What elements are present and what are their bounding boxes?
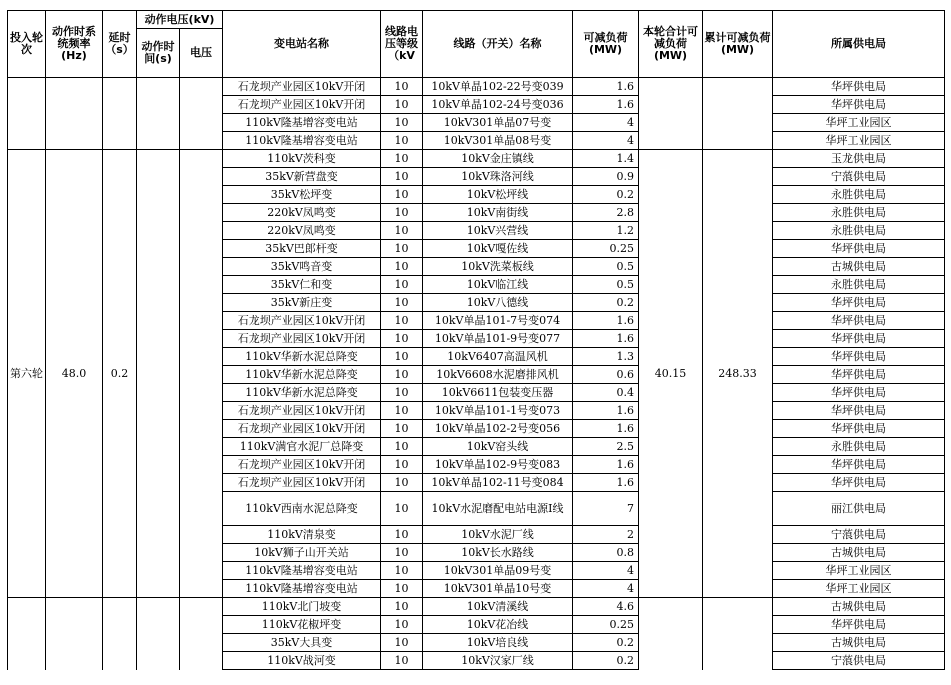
substation-cell: 110kV满官水泥厂总降变 bbox=[223, 438, 381, 456]
round-total-cell bbox=[639, 78, 703, 150]
reducible-load-cell: 0.2 bbox=[573, 652, 639, 670]
substation-cell: 110kV隆基增容变电站 bbox=[223, 562, 381, 580]
reducible-load-cell: 0.8 bbox=[573, 544, 639, 562]
reducible-load-cell: 4 bbox=[573, 562, 639, 580]
action-time-cell bbox=[137, 150, 180, 598]
substation-cell: 石龙坝产业园区10kV开闭 bbox=[223, 474, 381, 492]
bureau-cell: 古城供电局 bbox=[773, 634, 945, 652]
line-voltage-cell: 10 bbox=[381, 258, 423, 276]
line-voltage-cell: 10 bbox=[381, 402, 423, 420]
reducible-load-cell: 4 bbox=[573, 580, 639, 598]
line-name-cell: 10kV培良线 bbox=[423, 634, 573, 652]
bureau-cell: 古城供电局 bbox=[773, 544, 945, 562]
line-voltage-cell: 10 bbox=[381, 276, 423, 294]
frequency-cell bbox=[46, 598, 103, 670]
line-name-cell: 10kV金庄镇线 bbox=[423, 150, 573, 168]
reducible-load-cell: 1.6 bbox=[573, 312, 639, 330]
line-name-cell: 10kV单晶101-9号变077 bbox=[423, 330, 573, 348]
reducible-load-cell: 0.5 bbox=[573, 258, 639, 276]
line-voltage-cell: 10 bbox=[381, 474, 423, 492]
header-line-voltage: 线路电压等级（kV bbox=[381, 11, 423, 78]
bureau-cell: 华坪工业园区 bbox=[773, 132, 945, 150]
voltage-cell bbox=[180, 150, 223, 598]
round-cell: 第六轮 bbox=[8, 150, 46, 598]
substation-cell: 220kV凤鸣变 bbox=[223, 222, 381, 240]
reducible-load-cell: 1.3 bbox=[573, 348, 639, 366]
line-name-cell: 10kV6407高温风机 bbox=[423, 348, 573, 366]
line-voltage-cell: 10 bbox=[381, 616, 423, 634]
header-round: 投入轮次 bbox=[8, 11, 46, 78]
header-cumulative: 累计可减负荷(MW) bbox=[703, 11, 773, 78]
reducible-load-cell: 0.4 bbox=[573, 384, 639, 402]
line-name-cell: 10kV301单晶09号变 bbox=[423, 562, 573, 580]
line-name-cell: 10kV水泥厂线 bbox=[423, 526, 573, 544]
header-reducible-load: 可减负荷(MW) bbox=[573, 11, 639, 78]
bureau-cell: 华坪供电局 bbox=[773, 294, 945, 312]
bureau-cell: 华坪供电局 bbox=[773, 240, 945, 258]
line-name-cell: 10kV兴营线 bbox=[423, 222, 573, 240]
bureau-cell: 宁蒗供电局 bbox=[773, 168, 945, 186]
line-voltage-cell: 10 bbox=[381, 348, 423, 366]
bureau-cell: 华坪供电局 bbox=[773, 474, 945, 492]
substation-cell: 110kV清泉变 bbox=[223, 526, 381, 544]
header-action-time: 动作时间(s) bbox=[137, 29, 180, 78]
bureau-cell: 永胜供电局 bbox=[773, 222, 945, 240]
round-cell bbox=[8, 78, 46, 150]
substation-cell: 35kV大具变 bbox=[223, 634, 381, 652]
line-name-cell: 10kV洗菜板线 bbox=[423, 258, 573, 276]
substation-cell: 石龙坝产业园区10kV开闭 bbox=[223, 78, 381, 96]
line-voltage-cell: 10 bbox=[381, 150, 423, 168]
bureau-cell: 永胜供电局 bbox=[773, 276, 945, 294]
line-voltage-cell: 10 bbox=[381, 580, 423, 598]
substation-cell: 35kV仁和变 bbox=[223, 276, 381, 294]
reducible-load-cell: 1.6 bbox=[573, 402, 639, 420]
reducible-load-cell: 0.25 bbox=[573, 240, 639, 258]
line-voltage-cell: 10 bbox=[381, 294, 423, 312]
line-name-cell: 10kV6608水泥磨排风机 bbox=[423, 366, 573, 384]
line-voltage-cell: 10 bbox=[381, 598, 423, 616]
load-shedding-table bbox=[7, 10, 945, 670]
header-delay: 延时（s） bbox=[103, 11, 137, 78]
line-voltage-cell: 10 bbox=[381, 222, 423, 240]
bureau-cell: 华坪供电局 bbox=[773, 456, 945, 474]
cumulative-cell bbox=[703, 598, 773, 670]
group-next-round bbox=[8, 598, 945, 670]
substation-cell: 35kV新庄变 bbox=[223, 294, 381, 312]
line-name-cell: 10kV珠洛河线 bbox=[423, 168, 573, 186]
line-voltage-cell: 10 bbox=[381, 384, 423, 402]
bureau-cell: 古城供电局 bbox=[773, 258, 945, 276]
delay-cell bbox=[103, 598, 137, 670]
bureau-cell: 华坪供电局 bbox=[773, 312, 945, 330]
reducible-load-cell: 2 bbox=[573, 526, 639, 544]
bureau-cell: 华坪工业园区 bbox=[773, 580, 945, 598]
bureau-cell: 华坪供电局 bbox=[773, 366, 945, 384]
bureau-cell: 永胜供电局 bbox=[773, 186, 945, 204]
line-name-cell: 10kV单晶102-22号变039 bbox=[423, 78, 573, 96]
line-name-cell: 10kV花冶线 bbox=[423, 616, 573, 634]
line-voltage-cell: 10 bbox=[381, 634, 423, 652]
line-voltage-cell: 10 bbox=[381, 240, 423, 258]
table-row bbox=[8, 78, 945, 96]
substation-cell: 35kV新营盘变 bbox=[223, 168, 381, 186]
substation-cell: 石龙坝产业园区10kV开闭 bbox=[223, 420, 381, 438]
line-name-cell: 10kV长水路线 bbox=[423, 544, 573, 562]
substation-cell: 35kV巴郎杆变 bbox=[223, 240, 381, 258]
line-name-cell: 10kV301单晶08号变 bbox=[423, 132, 573, 150]
substation-cell: 110kV隆基增容变电站 bbox=[223, 114, 381, 132]
line-voltage-cell: 10 bbox=[381, 168, 423, 186]
line-name-cell: 10kV嘎佐线 bbox=[423, 240, 573, 258]
substation-cell: 110kV华新水泥总降变 bbox=[223, 366, 381, 384]
substation-cell: 110kV华新水泥总降变 bbox=[223, 348, 381, 366]
group-round-six bbox=[8, 150, 945, 598]
bureau-cell: 华坪供电局 bbox=[773, 384, 945, 402]
round-cell bbox=[8, 598, 46, 670]
line-name-cell: 10kV301单晶10号变 bbox=[423, 580, 573, 598]
line-voltage-cell: 10 bbox=[381, 456, 423, 474]
bureau-cell: 华坪工业园区 bbox=[773, 562, 945, 580]
bureau-cell: 宁蒗供电局 bbox=[773, 526, 945, 544]
voltage-cell bbox=[180, 78, 223, 150]
line-voltage-cell: 10 bbox=[381, 438, 423, 456]
line-name-cell: 10kV单晶102-9号变083 bbox=[423, 456, 573, 474]
line-name-cell: 10kV单晶102-24号变036 bbox=[423, 96, 573, 114]
action-time-cell bbox=[137, 78, 180, 150]
bureau-cell: 玉龙供电局 bbox=[773, 150, 945, 168]
header-bureau: 所属供电局 bbox=[773, 11, 945, 78]
reducible-load-cell: 0.25 bbox=[573, 616, 639, 634]
group-previous-round bbox=[8, 78, 945, 150]
reducible-load-cell: 1.2 bbox=[573, 222, 639, 240]
round-total-cell: 40.15 bbox=[639, 150, 703, 598]
substation-cell: 110kV北门坡变 bbox=[223, 598, 381, 616]
line-name-cell: 10kV八德线 bbox=[423, 294, 573, 312]
bureau-cell: 华坪供电局 bbox=[773, 330, 945, 348]
line-name-cell: 10kV清溪线 bbox=[423, 598, 573, 616]
line-voltage-cell: 10 bbox=[381, 492, 423, 526]
line-name-cell: 10kV临江线 bbox=[423, 276, 573, 294]
line-name-cell: 10kV单晶101-1号变073 bbox=[423, 402, 573, 420]
bureau-cell: 永胜供电局 bbox=[773, 204, 945, 222]
line-voltage-cell: 10 bbox=[381, 96, 423, 114]
load-shedding-sheet bbox=[7, 10, 944, 670]
cumulative-cell bbox=[703, 78, 773, 150]
bureau-cell: 华坪供电局 bbox=[773, 348, 945, 366]
voltage-cell bbox=[180, 598, 223, 670]
header-action-voltage: 动作电压(kV) bbox=[137, 11, 223, 29]
cumulative-cell: 248.33 bbox=[703, 150, 773, 598]
substation-cell: 110kV战河变 bbox=[223, 652, 381, 670]
reducible-load-cell: 2.5 bbox=[573, 438, 639, 456]
substation-cell: 110kV西南水泥总降变 bbox=[223, 492, 381, 526]
bureau-cell: 华坪供电局 bbox=[773, 78, 945, 96]
line-name-cell: 10kV单晶102-2号变056 bbox=[423, 420, 573, 438]
substation-cell: 35kV鸣音变 bbox=[223, 258, 381, 276]
reducible-load-cell: 0.2 bbox=[573, 634, 639, 652]
reducible-load-cell: 2.8 bbox=[573, 204, 639, 222]
reducible-load-cell: 1.6 bbox=[573, 330, 639, 348]
reducible-load-cell: 1.6 bbox=[573, 420, 639, 438]
header-voltage: 电压 bbox=[180, 29, 223, 78]
substation-cell: 110kV隆基增容变电站 bbox=[223, 580, 381, 598]
table-row bbox=[8, 150, 945, 168]
frequency-cell bbox=[46, 78, 103, 150]
reducible-load-cell: 1.4 bbox=[573, 150, 639, 168]
substation-cell: 110kV隆基增容变电站 bbox=[223, 132, 381, 150]
line-voltage-cell: 10 bbox=[381, 330, 423, 348]
bureau-cell: 永胜供电局 bbox=[773, 438, 945, 456]
reducible-load-cell: 0.5 bbox=[573, 276, 639, 294]
reducible-load-cell: 4.6 bbox=[573, 598, 639, 616]
reducible-load-cell: 1.6 bbox=[573, 78, 639, 96]
line-name-cell: 10kV南街线 bbox=[423, 204, 573, 222]
reducible-load-cell: 4 bbox=[573, 114, 639, 132]
substation-cell: 石龙坝产业园区10kV开闭 bbox=[223, 456, 381, 474]
bureau-cell: 华坪工业园区 bbox=[773, 114, 945, 132]
line-name-cell: 10kV6611包装变压器 bbox=[423, 384, 573, 402]
bureau-cell: 华坪供电局 bbox=[773, 96, 945, 114]
reducible-load-cell: 1.6 bbox=[573, 96, 639, 114]
line-voltage-cell: 10 bbox=[381, 420, 423, 438]
line-voltage-cell: 10 bbox=[381, 132, 423, 150]
header-substation: 变电站名称 bbox=[223, 11, 381, 78]
frequency-cell: 48.0 bbox=[46, 150, 103, 598]
reducible-load-cell: 7 bbox=[573, 492, 639, 526]
line-voltage-cell: 10 bbox=[381, 312, 423, 330]
bureau-cell: 华坪供电局 bbox=[773, 402, 945, 420]
line-name-cell: 10kV窑头线 bbox=[423, 438, 573, 456]
substation-cell: 石龙坝产业园区10kV开闭 bbox=[223, 402, 381, 420]
line-name-cell: 10kV汉家厂线 bbox=[423, 652, 573, 670]
line-name-cell: 10kV水泥磨配电站电源Ⅰ线 bbox=[423, 492, 573, 526]
line-voltage-cell: 10 bbox=[381, 562, 423, 580]
bureau-cell: 宁蒗供电局 bbox=[773, 652, 945, 670]
reducible-load-cell: 0.2 bbox=[573, 186, 639, 204]
line-name-cell: 10kV松坪线 bbox=[423, 186, 573, 204]
reducible-load-cell: 1.6 bbox=[573, 456, 639, 474]
header-frequency: 动作时系统频率(Hz) bbox=[46, 11, 103, 78]
bureau-cell: 古城供电局 bbox=[773, 598, 945, 616]
substation-cell: 220kV凤鸣变 bbox=[223, 204, 381, 222]
substation-cell: 石龙坝产业园区10kV开闭 bbox=[223, 312, 381, 330]
line-voltage-cell: 10 bbox=[381, 186, 423, 204]
action-time-cell bbox=[137, 598, 180, 670]
line-voltage-cell: 10 bbox=[381, 544, 423, 562]
line-voltage-cell: 10 bbox=[381, 114, 423, 132]
line-voltage-cell: 10 bbox=[381, 366, 423, 384]
reducible-load-cell: 1.6 bbox=[573, 474, 639, 492]
substation-cell: 110kV华新水泥总降变 bbox=[223, 384, 381, 402]
line-voltage-cell: 10 bbox=[381, 652, 423, 670]
reducible-load-cell: 0.2 bbox=[573, 294, 639, 312]
reducible-load-cell: 0.9 bbox=[573, 168, 639, 186]
table-row bbox=[8, 598, 945, 616]
substation-cell: 110kV花椒坪变 bbox=[223, 616, 381, 634]
line-voltage-cell: 10 bbox=[381, 526, 423, 544]
header-round-total: 本轮合计可减负荷(MW) bbox=[639, 11, 703, 78]
substation-cell: 石龙坝产业园区10kV开闭 bbox=[223, 330, 381, 348]
delay-cell bbox=[103, 78, 137, 150]
bureau-cell: 华坪供电局 bbox=[773, 616, 945, 634]
reducible-load-cell: 0.6 bbox=[573, 366, 639, 384]
round-total-cell bbox=[639, 598, 703, 670]
line-name-cell: 10kV单晶102-11号变084 bbox=[423, 474, 573, 492]
line-voltage-cell: 10 bbox=[381, 204, 423, 222]
line-name-cell: 10kV301单晶07号变 bbox=[423, 114, 573, 132]
bureau-cell: 华坪供电局 bbox=[773, 420, 945, 438]
substation-cell: 35kV松坪变 bbox=[223, 186, 381, 204]
substation-cell: 110kV茨科变 bbox=[223, 150, 381, 168]
substation-cell: 10kV狮子山开关站 bbox=[223, 544, 381, 562]
line-voltage-cell: 10 bbox=[381, 78, 423, 96]
substation-cell: 石龙坝产业园区10kV开闭 bbox=[223, 96, 381, 114]
line-name-cell: 10kV单晶101-7号变074 bbox=[423, 312, 573, 330]
bureau-cell: 丽江供电局 bbox=[773, 492, 945, 526]
table-header bbox=[8, 11, 945, 78]
reducible-load-cell: 4 bbox=[573, 132, 639, 150]
delay-cell: 0.2 bbox=[103, 150, 137, 598]
header-line-name: 线路（开关）名称 bbox=[423, 11, 573, 78]
